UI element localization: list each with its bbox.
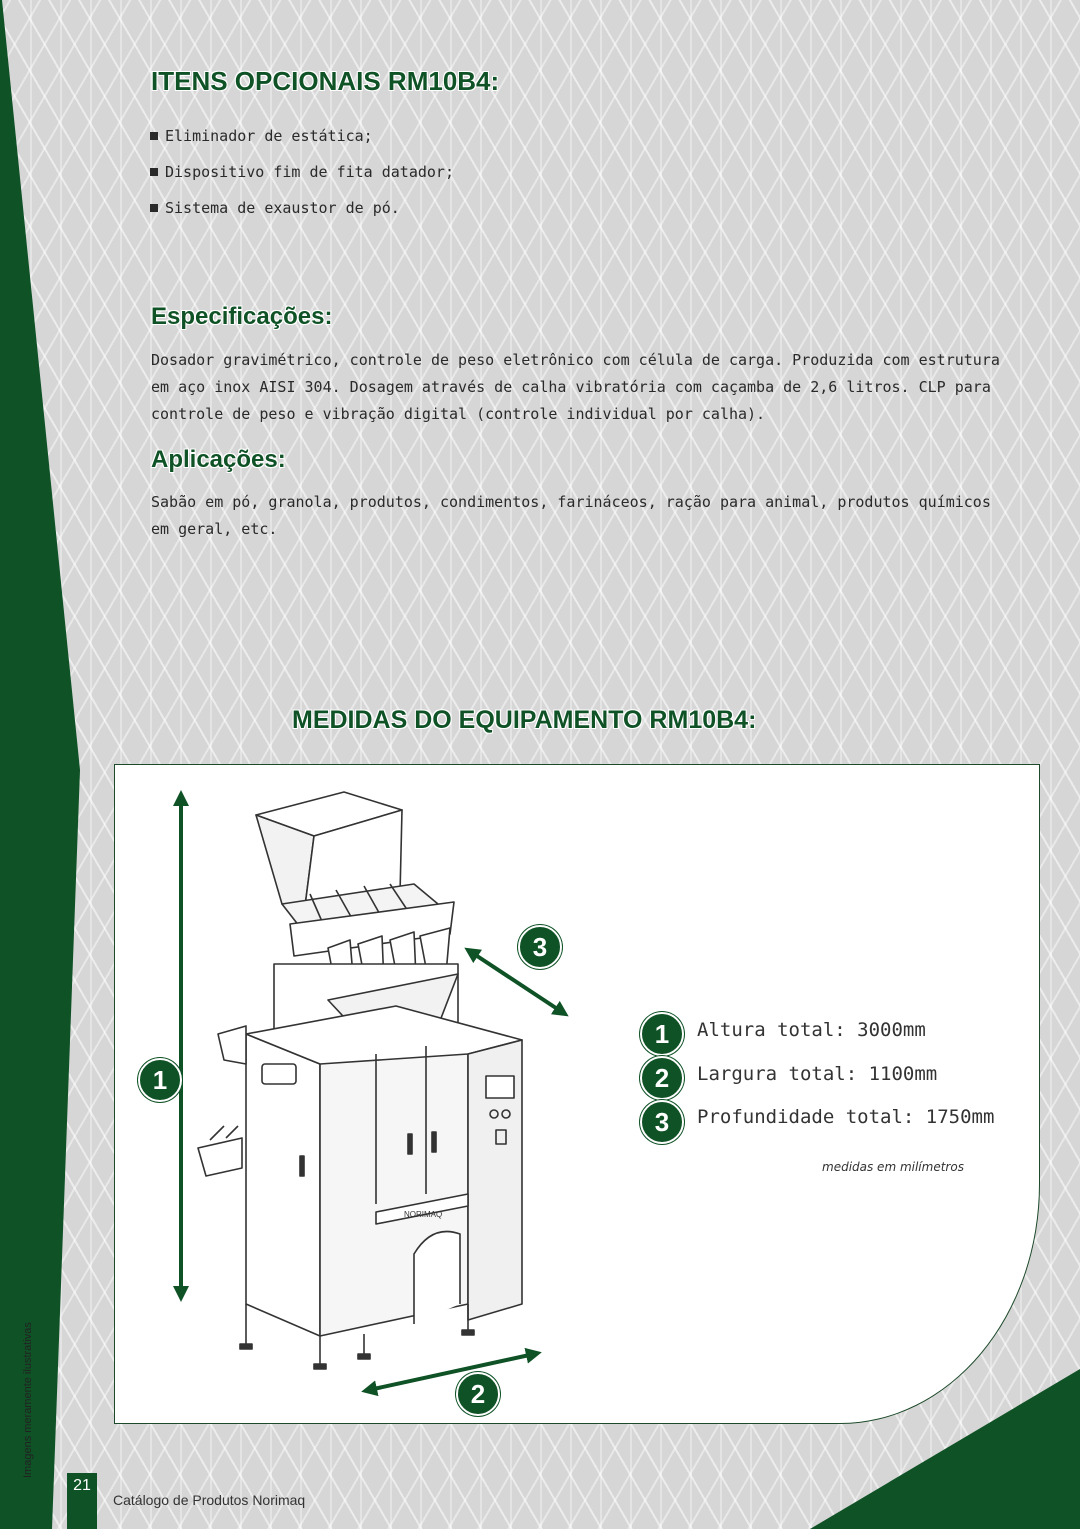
page-number: 21 (67, 1473, 97, 1529)
width-measure: Largura total: 1100mm (697, 1063, 938, 1085)
bullet-square-icon (150, 168, 158, 176)
applications-title: Aplicações: (151, 446, 286, 473)
machine-plate: NORIMAQ (404, 1210, 443, 1219)
optional-items-title: ITENS OPCIONAIS RM10B4: (151, 66, 500, 96)
height-measure: Altura total: 3000mm (697, 1019, 926, 1041)
units-note: medidas em milímetros (822, 1160, 964, 1174)
specifications-title: Especificações: (151, 303, 333, 330)
legend-badge-3: 3 (640, 1100, 684, 1144)
illustrative-images-note: Imagens meramente ilustrativas (22, 1322, 34, 1478)
depth-marker-badge: 3 (518, 925, 562, 969)
width-arrow (369, 1354, 534, 1390)
list-item: Sistema de exaustor de pó. (150, 190, 454, 226)
legend-badge-1: 1 (640, 1012, 684, 1056)
legend-badge-2: 2 (640, 1056, 684, 1100)
dimensions-title: MEDIDAS DO EQUIPAMENTO RM10B4: (292, 706, 757, 734)
machine-diagram (114, 764, 1038, 1422)
optional-items-list (150, 118, 454, 226)
depth-measure: Profundidade total: 1750mm (697, 1106, 995, 1128)
bullet-square-icon (150, 204, 158, 212)
applications-text: Sabão em pó, granola, produtos, condimentos, farináceos, ração para animal, produtos químicos em geral, etc. (151, 493, 991, 538)
bullet-square-icon (150, 132, 158, 140)
list-item: Dispositivo fim de fita datador; (150, 154, 454, 190)
machine-drawing (198, 792, 522, 1369)
list-item: Eliminador de estática; (150, 118, 454, 154)
specifications-text: Dosador gravimétrico, controle de peso eletrônico com célula de carga. Produzida com estrutura em aço inox AISI 304. Dosagem através de calha vibratória com caçamba de 2,6 litros. CLP para controle de peso e vibração digital (controle individual por calha). (151, 351, 1000, 423)
footer-catalog-title: Catálogo de Produtos Norimaq (113, 1492, 306, 1508)
height-marker-badge: 1 (138, 1058, 182, 1102)
width-marker-badge: 2 (456, 1372, 500, 1416)
